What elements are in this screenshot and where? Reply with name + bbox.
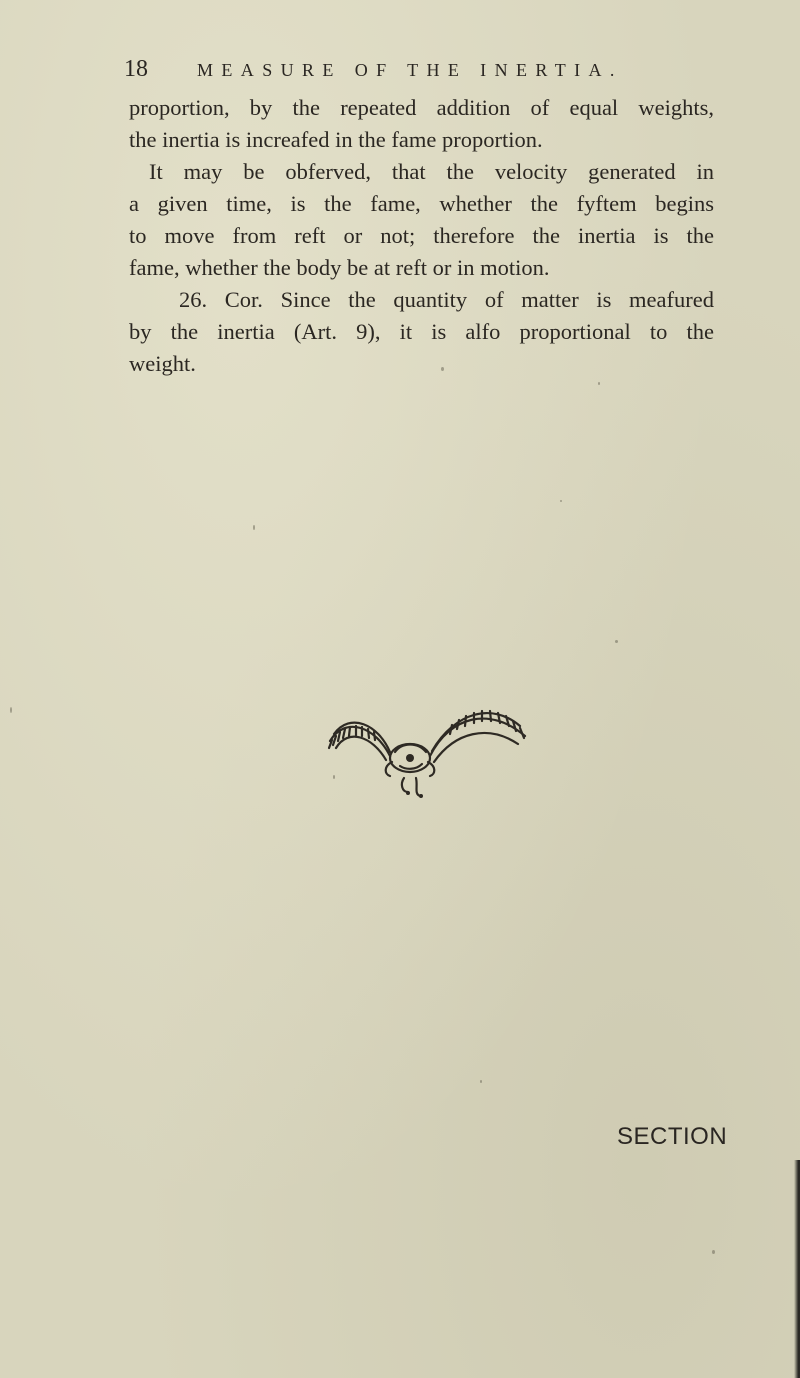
paper-speck (615, 640, 618, 643)
page-number: 18 (124, 56, 148, 82)
body-text (129, 92, 714, 380)
text-line: a given time, is the fame, whether the fyftem begins (129, 191, 714, 216)
text-line: weight. (129, 351, 196, 376)
text-line: It may be obferved, that the velocity generated in (149, 159, 714, 184)
tailpiece-ornament-icon (320, 696, 540, 806)
paper-speck (712, 1250, 715, 1254)
text-line: proportion, by the repeated addition of equal weights, (129, 95, 714, 120)
running-head (124, 56, 684, 88)
text-line: fame, whether the body be at reft or in motion. (129, 255, 550, 280)
text-line: the inertia is increafed in the fame proportion. (129, 127, 543, 152)
text-line: 26. Cor. Since the quantity of matter is meafured (179, 287, 714, 312)
catchword: SECTION (617, 1123, 728, 1150)
running-head-title: MEASURE OF THE INERTIA. (197, 60, 623, 80)
text-line: to move from reft or not; therefore the inertia is the (129, 223, 714, 248)
paper-speck (441, 367, 444, 371)
page-edge-shadow (794, 1160, 800, 1378)
text-line: by the inertia (Art. 9), it is alfo proportional to the (129, 319, 714, 344)
paper-speck (10, 707, 12, 713)
paper-speck (598, 382, 600, 385)
paper-speck (333, 775, 335, 779)
paper-speck (560, 500, 562, 502)
paper-speck (480, 1080, 482, 1083)
paper-speck (253, 525, 255, 530)
